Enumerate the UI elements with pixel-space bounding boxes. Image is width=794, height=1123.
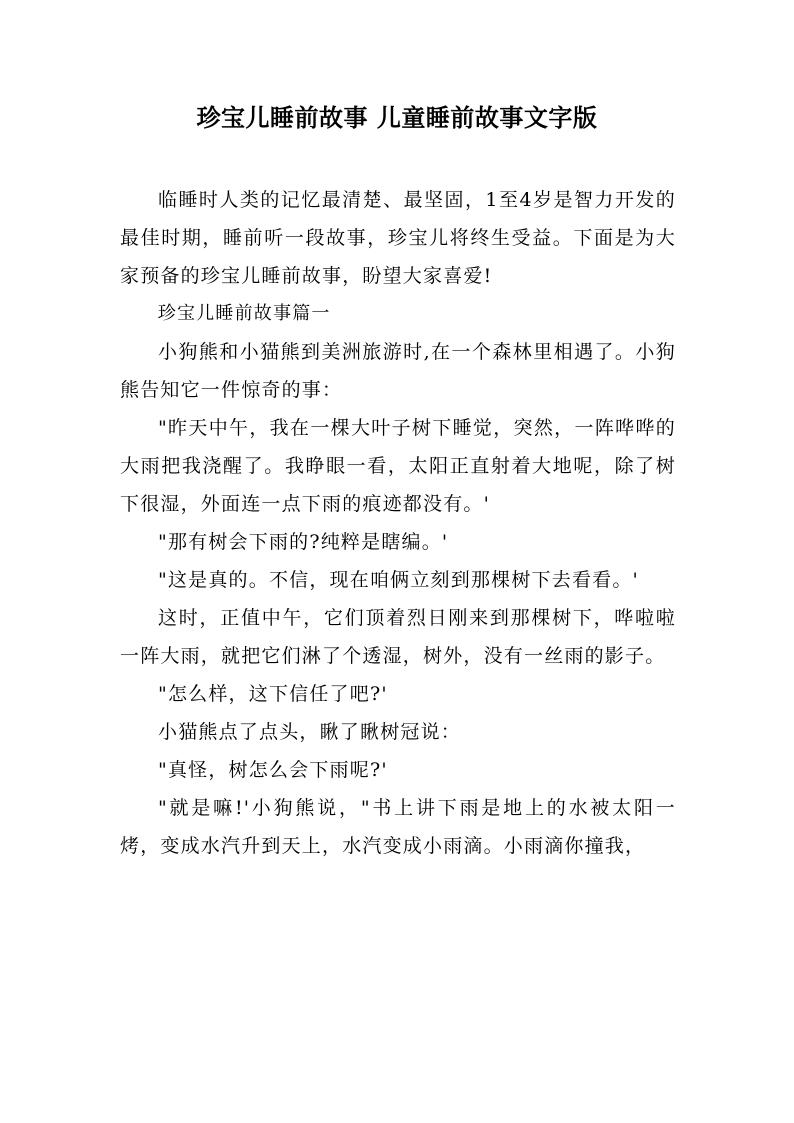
paragraph: 小猫熊点了点头，瞅了瞅树冠说：: [158, 721, 462, 743]
paragraph: "这是真的。不信，现在咱俩立刻到那棵树下去看看。': [158, 569, 639, 591]
document-body: [120, 181, 676, 865]
paragraph: "那有树会下雨的?纯粹是瞎编。': [158, 531, 449, 553]
paragraph: 这时，正值中午，它们顶着烈日刚来到那棵树下，哗啦啦一阵大雨，就把它们淋了个透湿，树外，没有一丝雨的影子。: [120, 607, 676, 667]
paragraph: "昨天中午，我在一棵大叶子树下睡觉，突然，一阵哗哗的大雨把我浇醒了。我睁眼一看，太阳正直射着大地呢，除了树下很湿，外面连一点下雨的痕迹都没有。': [120, 417, 676, 515]
section-heading: 珍宝儿睡前故事篇一: [157, 303, 331, 324]
paragraph: 小狗熊和小猫熊到美洲旅游时,在一个森林里相遇了。小狗熊告知它一件惊奇的事：: [120, 341, 676, 401]
paragraph: "就是嘛!'小狗熊说，"书上讲下雨是地上的水被太阳一烤，变成水汽升到天上，水汽变成小雨滴。小雨滴你撞我，: [120, 797, 676, 857]
paragraph: "真怪，树怎么会下雨呢?': [158, 759, 388, 781]
paragraph-intro: 临睡时人类的记忆最清楚、最坚固，1至4岁是智力开发的最佳时期，睡前听一段故事，珍宝儿将终生受益。下面是为大家预备的珍宝儿睡前故事，盼望大家喜爱!: [120, 189, 676, 287]
paragraph: "怎么样，这下信任了吧?': [158, 683, 388, 705]
document-title: 珍宝儿睡前故事 儿童睡前故事文字版: [196, 104, 598, 132]
